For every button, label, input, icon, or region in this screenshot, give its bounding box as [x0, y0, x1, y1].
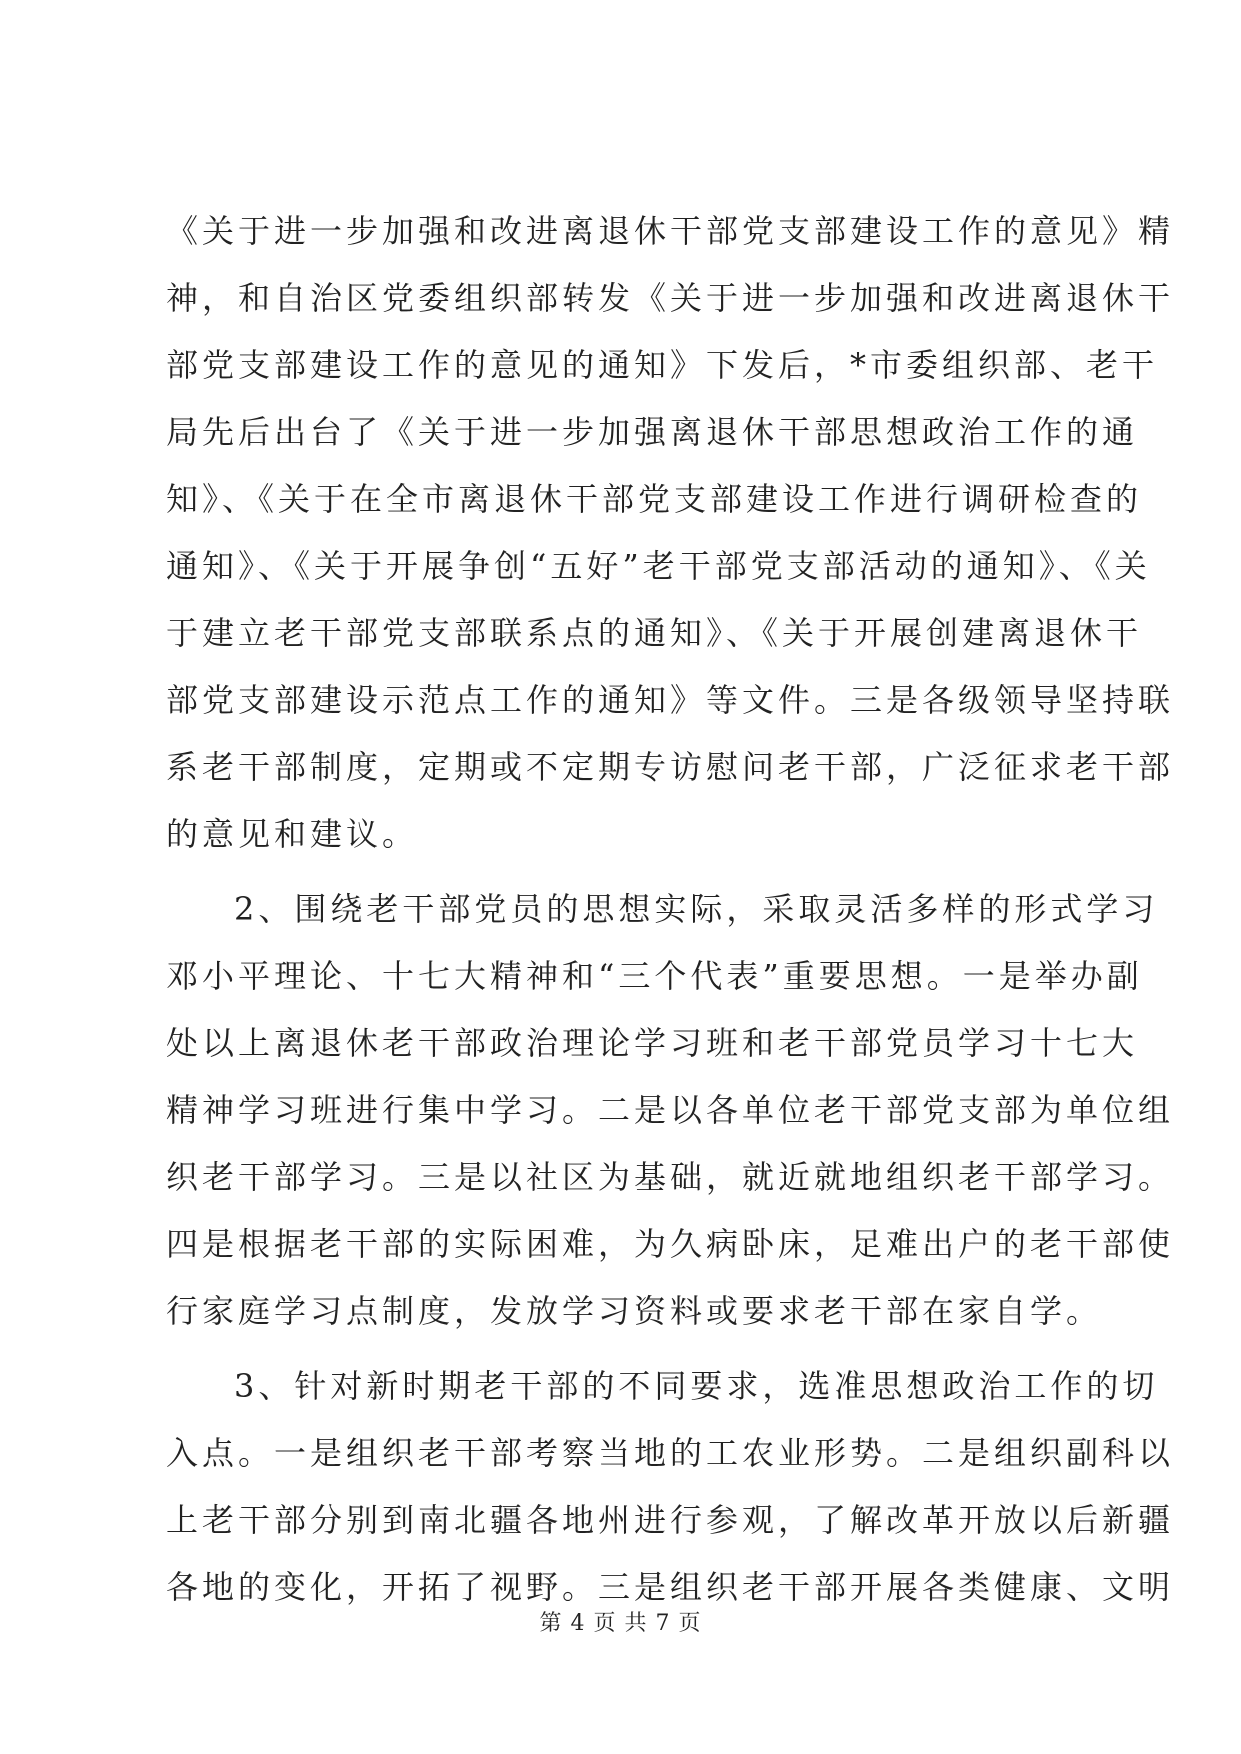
page-footer [0, 1606, 1241, 1637]
text-line: 行家庭学习点制度，发放学习资料或要求老干部在家自学。 [166, 1292, 1103, 1330]
text-line: 四是根据老干部的实际困难，为久病卧床，足难出户的老干部使 [166, 1225, 1175, 1263]
paragraph-spacer [166, 1345, 1078, 1353]
text-line: 神，和自治区党委组织部转发《关于进一步加强和改进离退休干 [166, 279, 1175, 317]
text-line: 处以上离退休老干部政治理论学习班和老干部党员学习十七大 [166, 1024, 1139, 1062]
page-number-label: 第 4 页 共 7 页 [539, 1611, 702, 1636]
paragraph-3 [166, 1353, 1175, 1621]
text-line: 部党支部建设工作的意见的通知》下发后，*市委组织部、老干 [166, 346, 1159, 384]
text-line: 上老干部分别到南北疆各地州进行参观，了解改革开放以后新疆 [166, 1501, 1175, 1539]
text-line: 通知》、《关于开展争创“五好”老干部党支部活动的通知》、《关 [166, 547, 1151, 585]
text-line: 3、针对新时期老干部的不同要求，选准思想政治工作的切 [234, 1367, 1159, 1405]
document-body [166, 198, 1175, 1621]
text-line: 局先后出台了《关于进一步加强离退休干部思想政治工作的通 [166, 413, 1139, 451]
text-line: 于建立老干部党支部联系点的通知》、《关于开展创建离退休干 [166, 614, 1143, 652]
paragraph-spacer [166, 868, 1078, 876]
paragraph-2 [166, 876, 1175, 1345]
text-line: 系老干部制度，定期或不定期专访慰问老干部，广泛征求老干部 [166, 748, 1175, 786]
text-line: 2、围绕老干部党员的思想实际，采取灵活多样的形式学习 [234, 890, 1159, 928]
text-line: 的意见和建议。 [166, 815, 419, 853]
text-line: 邓小平理论、十七大精神和“三个代表”重要思想。一是举办副 [166, 957, 1143, 995]
text-line: 精神学习班进行集中学习。二是以各单位老干部党支部为单位组 [166, 1091, 1175, 1129]
text-line: 知》、《关于在全市离退休干部党支部建设工作进行调研检查的 [166, 480, 1143, 518]
paragraph-1 [166, 198, 1175, 868]
text-line: 部党支部建设示范点工作的通知》等文件。三是各级领导坚持联 [166, 681, 1175, 719]
text-line: 各地的变化，开拓了视野。三是组织老干部开展各类健康、文明 [166, 1568, 1175, 1606]
text-line: 《关于进一步加强和改进离退休干部党支部建设工作的意见》精 [166, 212, 1175, 250]
text-line: 织老干部学习。三是以社区为基础，就近就地组织老干部学习。 [166, 1158, 1175, 1196]
text-line: 入点。一是组织老干部考察当地的工农业形势。二是组织副科以 [166, 1434, 1175, 1472]
